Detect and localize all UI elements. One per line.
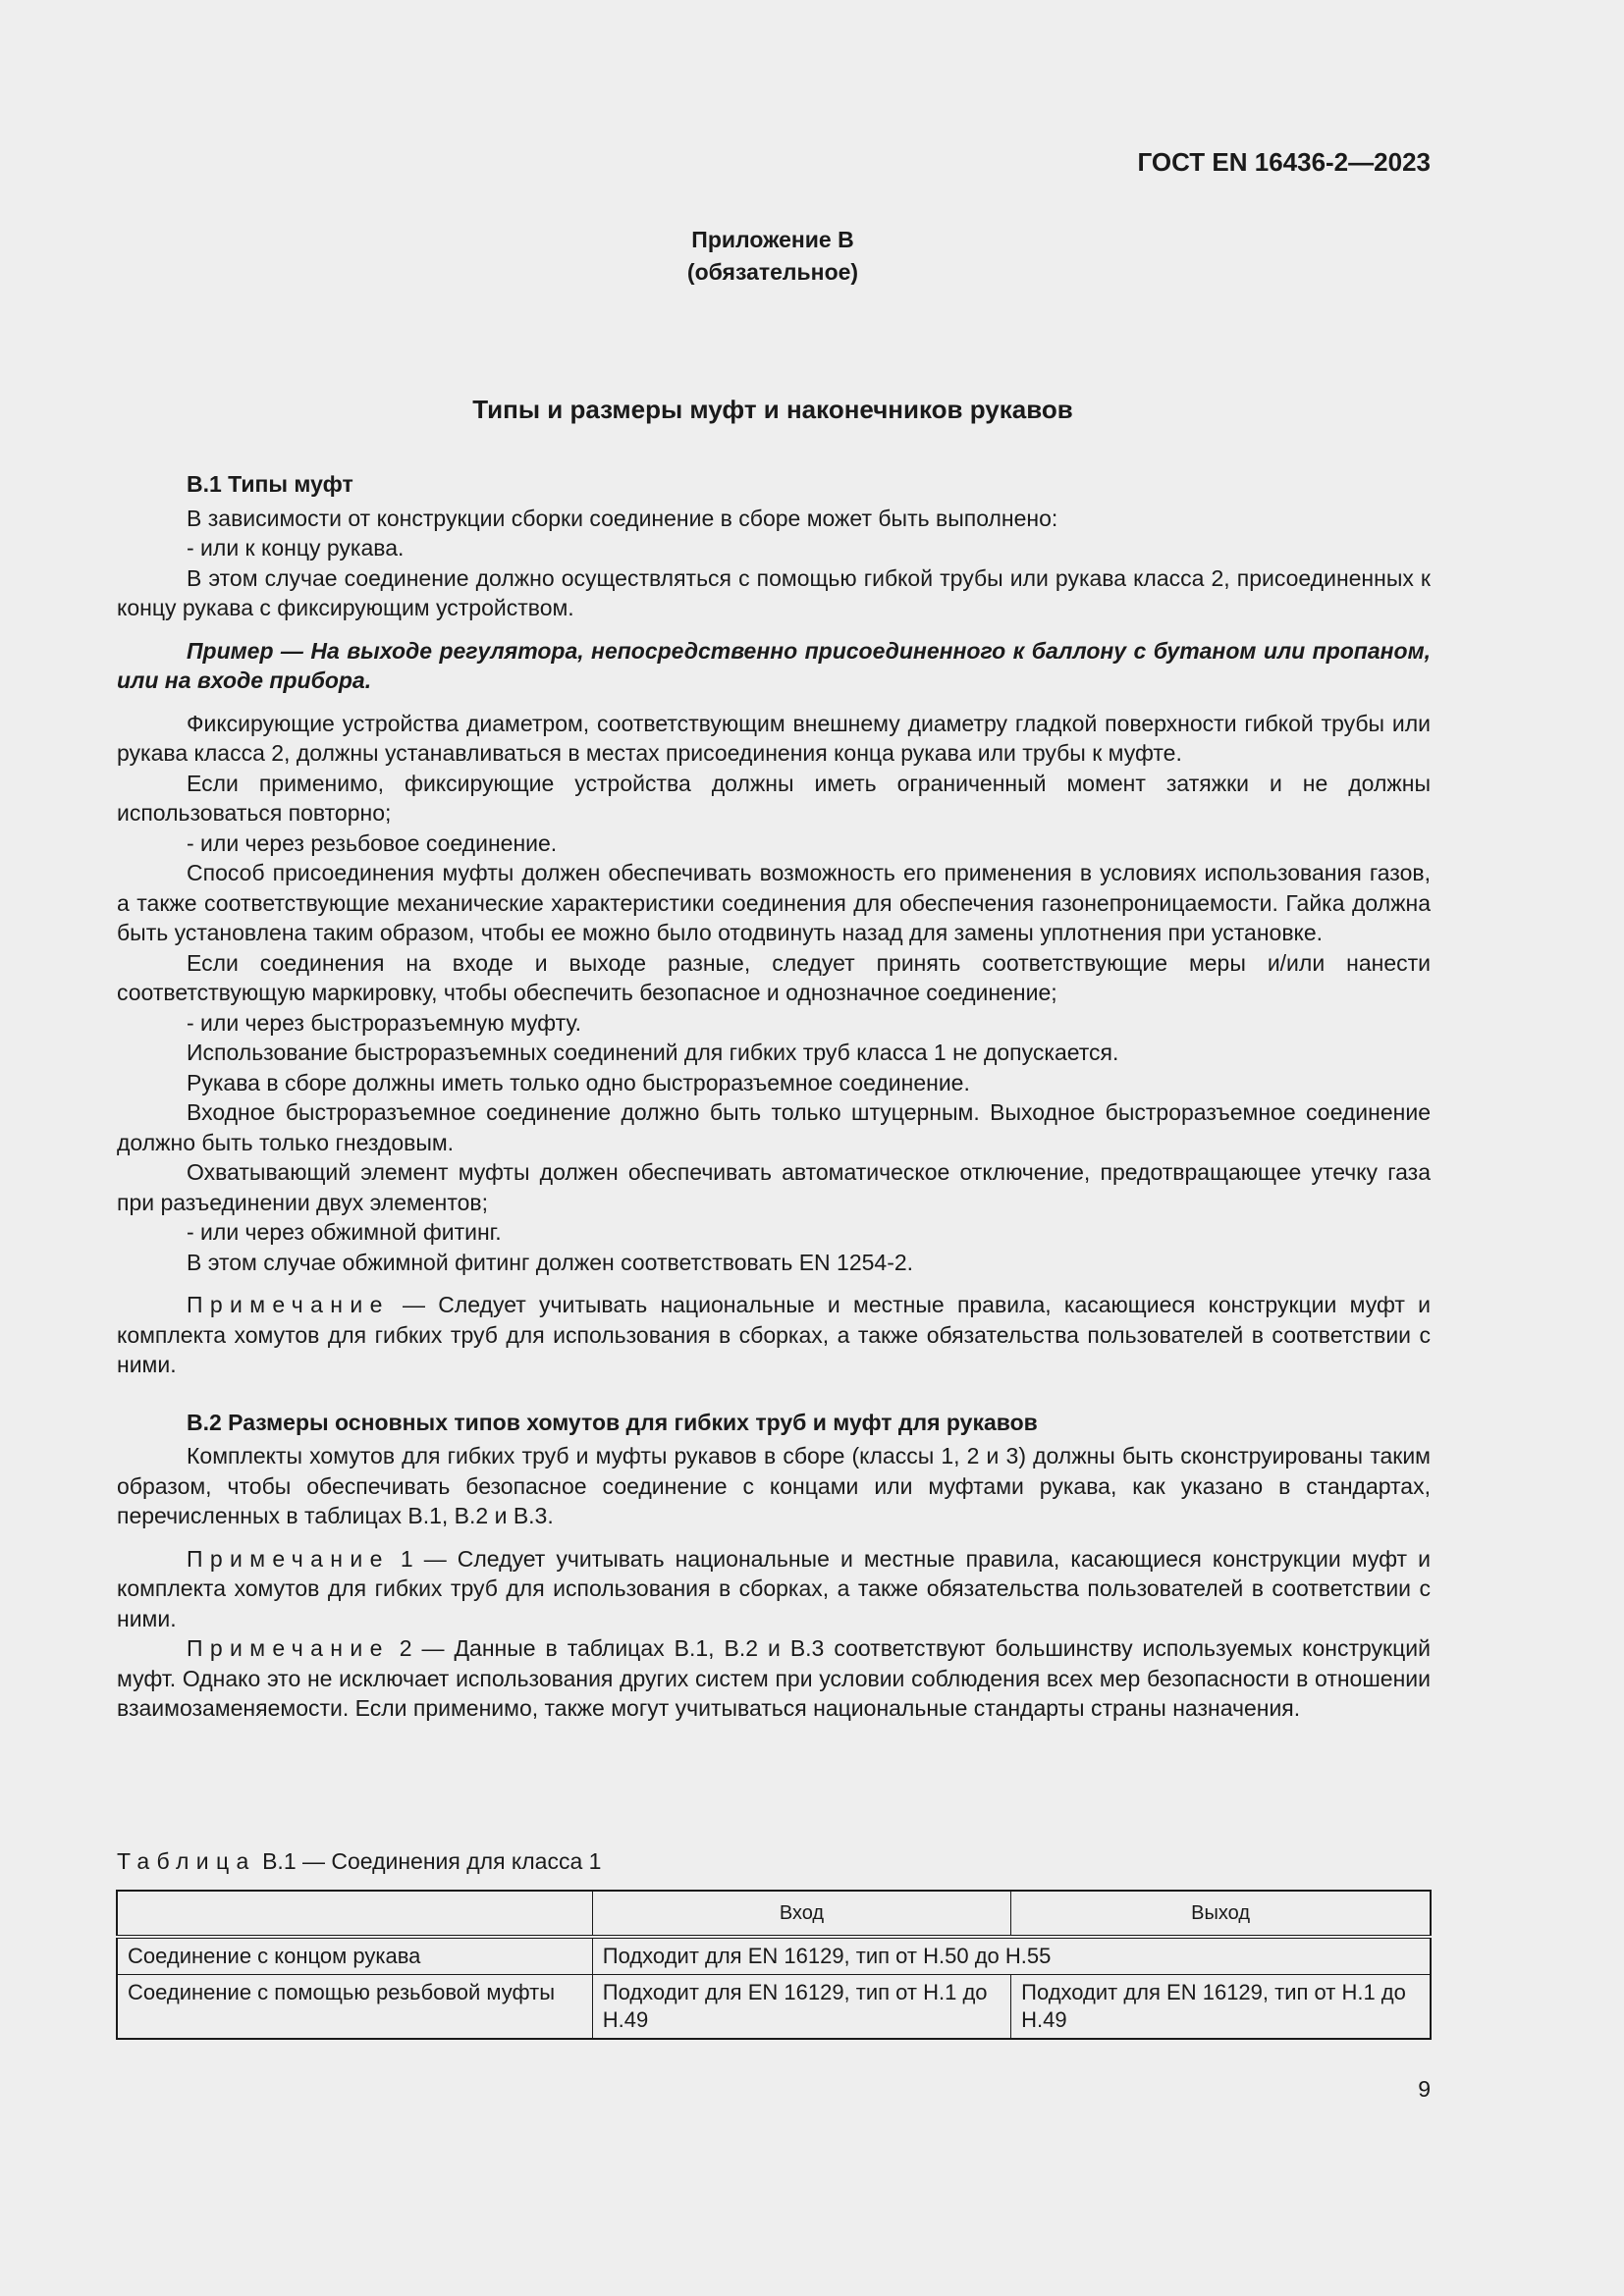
paragraph: Входное быстроразъемное соединение должно быть только штуцерным. Выходное быстроразъемное соединение должно быть только гнездовым. <box>117 1099 1431 1155</box>
paragraph: Если применимо, фиксирующие устройства должны иметь ограниченный момент затяжки и не должны использоваться повторно; <box>117 770 1431 826</box>
paragraph: Рукава в сборе должны иметь только одно быстроразъемное соединение. <box>187 1069 970 1095</box>
note-label: Примечание <box>187 1635 390 1661</box>
paragraph: В этом случае обжимной фитинг должен соответствовать EN 1254-2. <box>187 1249 914 1275</box>
example: Пример — На выходе регулятора, непосредственно присоединенного к баллону с бутаном или пропаном, или на входе прибора. <box>117 637 1431 693</box>
paragraph: В этом случае соединение должно осуществляться с помощью гибкой трубы или рукава класса 2, присоединенных к концу рукава с фиксирующим устройством. <box>117 564 1431 620</box>
section-heading: В.1 Типы муфт <box>187 471 353 497</box>
table-cell: Подходит для EN 16129, тип от H.1 до H.49 <box>1011 1975 1431 2040</box>
note-text: 2 — Данные в таблицах В.1, В.2 и В.3 соответствуют большинству используемых конструкций муфт. Однако это не исключает использования других систем при условии соблюдения всех мер безопасности в отношении взаимозаменяемости. Если применимо, также могут учитываться национальные стандарты страны назначения. <box>117 1635 1431 1721</box>
note-label: Примечание <box>187 1545 390 1572</box>
list-item: - или через быстроразъемную муфту. <box>187 1009 581 1036</box>
list-item: - или через обжимной фитинг. <box>187 1219 502 1245</box>
table-caption-label: Таблица <box>117 1848 256 1874</box>
annex-title: Приложение В <box>691 227 854 252</box>
list-item: - или к концу рукава. <box>187 535 405 561</box>
paragraph: В зависимости от конструкции сборки соединение в сборе может быть выполнено: <box>187 505 1058 531</box>
table-row <box>117 1975 1431 2040</box>
paragraph: Комплекты хомутов для гибких труб и муфты рукавов в сборе (классы 1, 2 и 3) должны быть сконструированы таким образом, чтобы обеспечивать безопасное соединение с концами или муфтами рукава, как указано в стандартах, перечисленных в таблицах В.1, В.2 и В.3. <box>117 1443 1431 1528</box>
table-cell: Подходит для EN 16129, тип от H.50 до H.55 <box>592 1937 1431 1975</box>
section-heading: В.2 Размеры основных типов хомутов для гибких труб и муфт для рукавов <box>187 1409 1038 1435</box>
paragraph: Если соединения на входе и выходе разные, следует принять соответствующие меры и/или нанести соответствующую маркировку, чтобы обеспечить безопасное и однозначное соединение; <box>117 949 1431 1005</box>
note <box>117 1633 1431 1724</box>
paragraph: Охватывающий элемент муфты должен обеспечивать автоматическое отключение, предотвращающее утечку газа при разъединении двух элементов; <box>117 1159 1431 1215</box>
annex-heading <box>0 224 1545 289</box>
note-text: 1 — Следует учитывать национальные и местные правила, касающиеся конструкции муфт и комплекта хомутов для гибких труб для использования в сборках, а также обязательства пользователей в соответствии с ними. <box>117 1545 1431 1631</box>
section-b1 <box>117 469 1431 1724</box>
table-cell: Соединение с помощью резьбовой муфты <box>117 1975 592 2040</box>
note-text: — Следует учитывать национальные и местные правила, касающиеся конструкции муфт и комплекта хомутов для гибких труб для использования в сборках, а также обязательства пользователей в соответствии с ними. <box>117 1292 1431 1377</box>
list-item: - или через резьбовое соединение. <box>187 829 558 856</box>
table-header-cell: Выход <box>1011 1891 1431 1937</box>
note-label: Примечание <box>187 1292 390 1317</box>
note <box>117 1290 1431 1380</box>
table-cell: Соединение с концом рукава <box>117 1937 592 1975</box>
table-row <box>117 1937 1431 1975</box>
table-header-cell <box>117 1891 592 1937</box>
table-caption-text: В.1 — Соединения для класса 1 <box>255 1848 602 1874</box>
connections-table <box>116 1890 1432 2040</box>
table-header-row <box>117 1891 1431 1937</box>
annex-status: (обязательное) <box>686 259 859 285</box>
table-cell: Подходит для EN 16129, тип от H.1 до H.49 <box>592 1975 1010 2040</box>
paragraph: Фиксирующие устройства диаметром, соответствующим внешнему диаметру гладкой поверхности гибкой трубы или рукава класса 2, должны устанавливаться в местах присоединения конца рукава или трубы к муфте. <box>117 710 1431 766</box>
note <box>117 1544 1431 1634</box>
paragraph: Способ присоединения муфты должен обеспечивать возможность его применения в условиях использования газов, а также соответствующие механические характеристики соединения для обеспечения газонепроницаемости. Гайка должна быть установлена таким образом, чтобы ее можно было отодвинуть назад для замены уплотнения при установке. <box>117 860 1431 945</box>
page-number: 9 <box>1418 2076 1431 2102</box>
paragraph: Использование быстроразъемных соединений для гибких труб класса 1 не допускается. <box>187 1040 1119 1065</box>
table-caption <box>117 1848 601 1875</box>
table-header-cell: Вход <box>592 1891 1010 1937</box>
page-title: Типы и размеры муфт и наконечников рукавов <box>472 395 1073 424</box>
document-code: ГОСТ EN 16436-2—2023 <box>1137 147 1431 177</box>
